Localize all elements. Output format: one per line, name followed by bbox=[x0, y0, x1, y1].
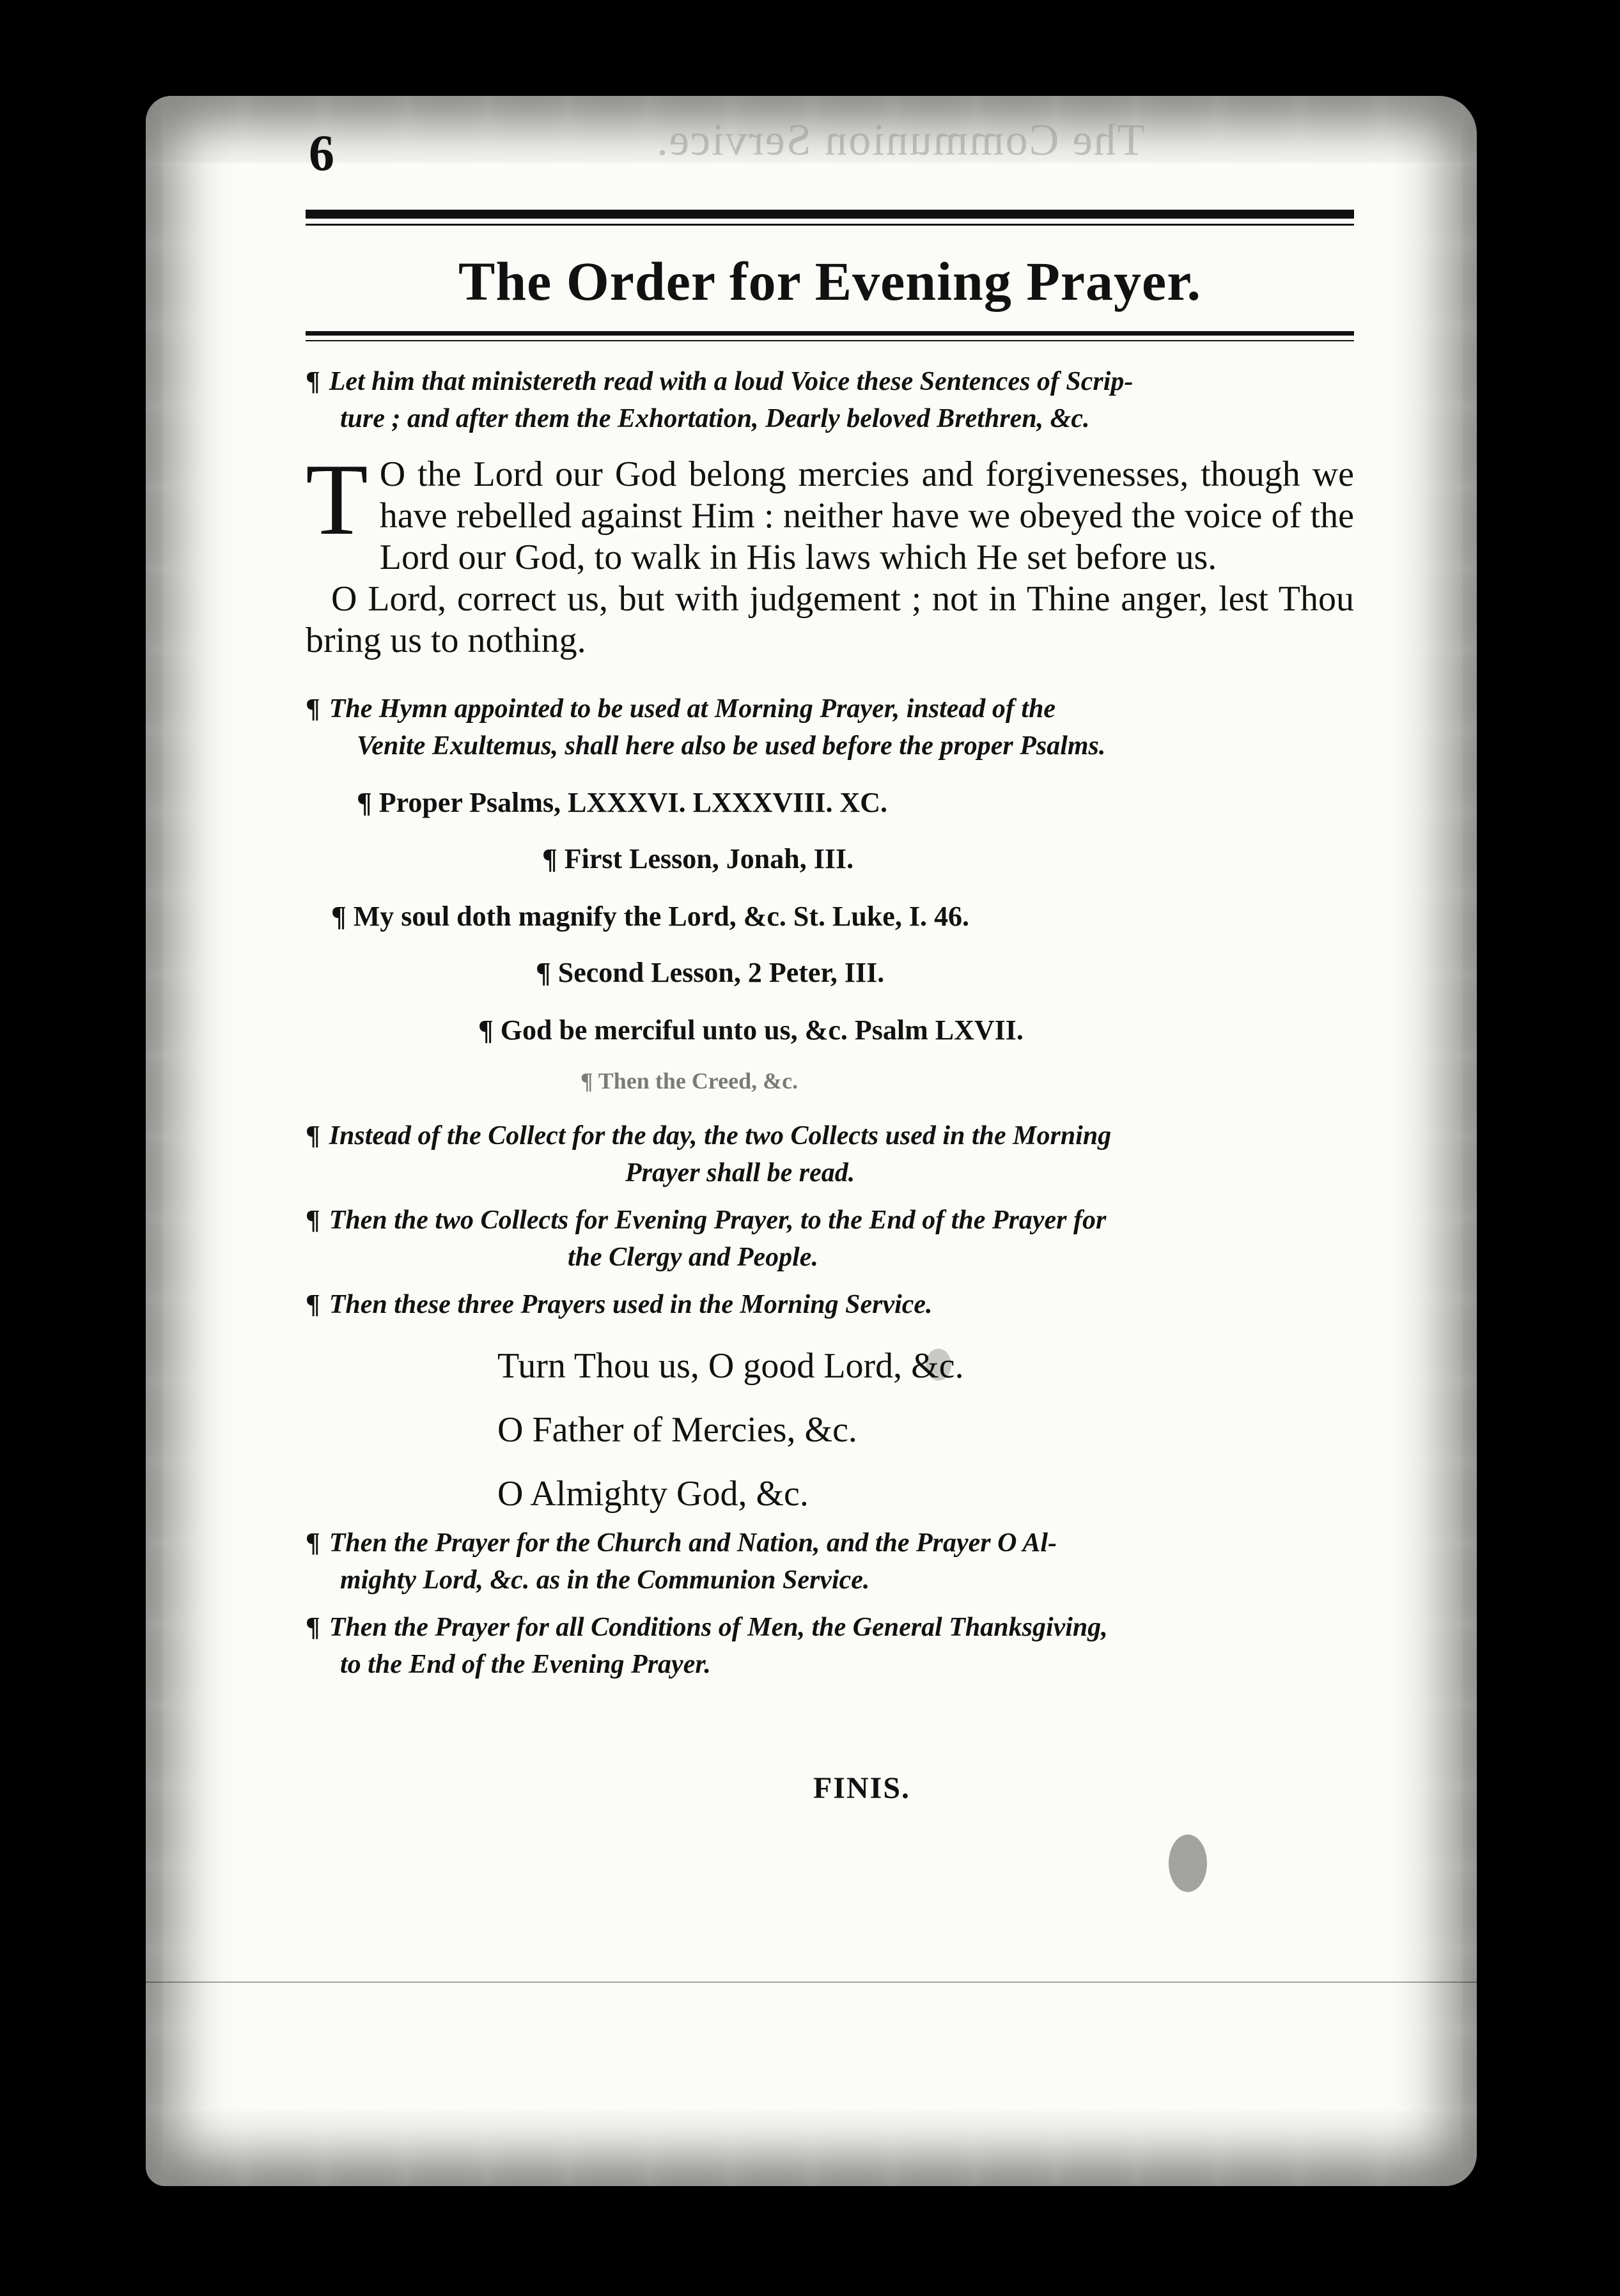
ink-stain bbox=[1169, 1834, 1207, 1892]
pilcrow-mark: ¶ bbox=[306, 1613, 320, 1642]
pilcrow-mark: ¶ bbox=[306, 367, 320, 396]
dropcap-letter: T bbox=[306, 442, 368, 556]
rubric-evening-collects bbox=[306, 1202, 1354, 1276]
prayer-almighty-god: O Almighty God, &c. bbox=[497, 1474, 809, 1514]
rubric-conditions-line1: Then the Prayer for all Conditions of Men, the General Thanksgiving, bbox=[329, 1613, 1108, 1642]
running-head-bleed-through: The Communion Service. bbox=[655, 116, 1145, 165]
rubric-conditions-line2: to the End of the Evening Prayer. bbox=[340, 1650, 711, 1679]
title-rule-thin bbox=[306, 340, 1354, 341]
rubric-collect bbox=[306, 1117, 1354, 1191]
rubric-three-prayers bbox=[306, 1286, 1354, 1323]
order-line-magnificat: ¶ My soul doth magnify the Lord, &c. St. Luke, I. 46. bbox=[331, 901, 969, 932]
rubric-three-line1: Then these three Prayers used in the Morning Service. bbox=[329, 1290, 933, 1319]
rubric-conditions bbox=[306, 1609, 1354, 1683]
rubric-collect-line2: Prayer shall be read. bbox=[625, 1158, 855, 1188]
rubric-church-nation bbox=[306, 1524, 1354, 1599]
pilcrow-mark: ¶ bbox=[306, 1290, 320, 1319]
page bbox=[146, 96, 1477, 2186]
order-line-first-lesson: ¶ First Lesson, Jonah, III. bbox=[542, 843, 854, 874]
prayer-father-of-mercies: O Father of Mercies, &c. bbox=[497, 1410, 857, 1450]
sentence-text-1: O the Lord our God belong mercies and forgivenesses, though we have rebelled against Him : neither have we obeyed the voice of the Lord our God, to walk in His laws which He set before us. bbox=[379, 454, 1354, 577]
sentence-text-2: O Lord, correct us, but with judgement ; not in Thine anger, lest Thou bring us to nothing. bbox=[306, 579, 1354, 660]
pilcrow-mark: ¶ bbox=[306, 1528, 320, 1558]
rubric-intro-line1: Let him that ministereth read with a loud Voice these Sentences of Scrip- bbox=[329, 367, 1133, 396]
rubric-hymn bbox=[306, 690, 1354, 764]
order-line-deus-misereatur: ¶ God be merciful unto us, &c. Psalm LXVII. bbox=[478, 1014, 1024, 1046]
sentence-paragraph-1 bbox=[306, 442, 1354, 578]
rubric-intro bbox=[306, 363, 1354, 437]
ink-stain bbox=[926, 1349, 951, 1381]
order-line-psalms: ¶ Proper Psalms, LXXXVI. LXXXVIII. XC. bbox=[357, 787, 888, 818]
sentences-block bbox=[306, 442, 1354, 662]
finis: FINIS. bbox=[813, 1771, 911, 1805]
top-rule-thin bbox=[306, 224, 1354, 226]
pilcrow-mark: ¶ bbox=[306, 694, 320, 724]
rubric-church-line2: mighty Lord, &c. as in the Communion Service. bbox=[340, 1565, 870, 1595]
page-number: 6 bbox=[309, 125, 334, 182]
rubric-hymn-line1: The Hymn appointed to be used at Morning Prayer, instead of the bbox=[329, 694, 1056, 724]
rubric-hymn-line2: Venite Exultemus, shall here also be used before the proper Psalms. bbox=[357, 731, 1106, 761]
rubric-evening-line1: Then the two Collects for Evening Prayer, to the End of the Prayer for bbox=[329, 1206, 1107, 1235]
fold-line bbox=[146, 1982, 1477, 1983]
title-rule-thick bbox=[306, 331, 1354, 336]
top-rule-thick bbox=[306, 210, 1354, 219]
order-line-second-lesson: ¶ Second Lesson, 2 Peter, III. bbox=[536, 957, 885, 988]
prayer-turn-thou-us: Turn Thou us, O good Lord, &c. bbox=[497, 1346, 964, 1386]
rubric-evening-line2: the Clergy and People. bbox=[568, 1243, 818, 1272]
rubric-intro-line2: ture ; and after them the Exhortation, Dearly beloved Brethren, &c. bbox=[340, 404, 1090, 433]
pilcrow-mark: ¶ bbox=[306, 1121, 320, 1151]
order-line-creed: ¶ Then the Creed, &c. bbox=[580, 1068, 798, 1094]
pilcrow-mark: ¶ bbox=[306, 1206, 320, 1235]
page-title: The Order for Evening Prayer. bbox=[458, 251, 1202, 312]
rubric-church-line1: Then the Prayer for the Church and Nation, and the Prayer O Al- bbox=[329, 1528, 1057, 1558]
rubric-collect-line1: Instead of the Collect for the day, the two Collects used in the Morning bbox=[329, 1121, 1112, 1151]
